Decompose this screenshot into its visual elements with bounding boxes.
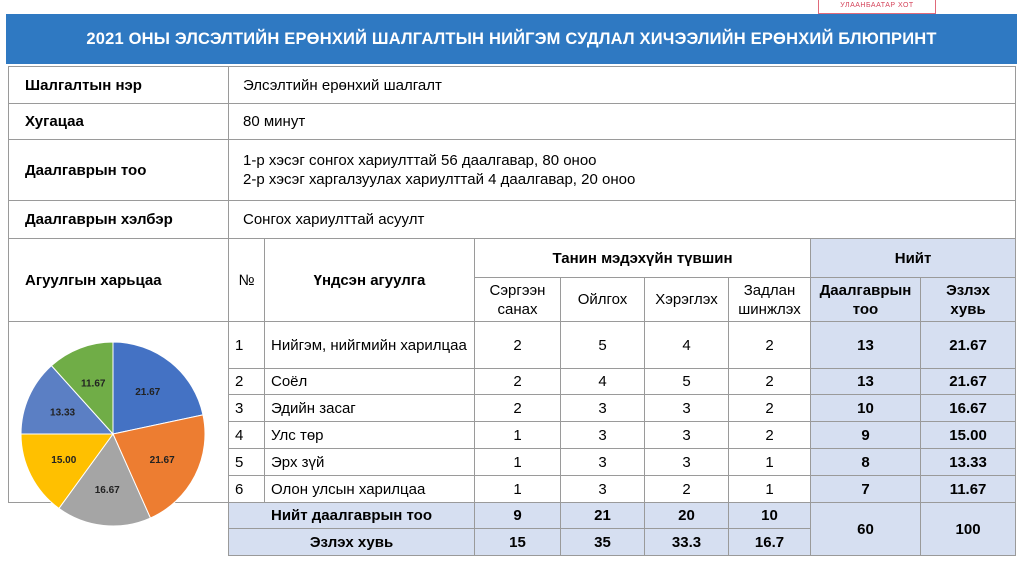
row-count: 9 [811,422,921,449]
row-number: 2 [229,369,265,395]
task-count-label: Даалгаврын тоо [9,140,229,201]
row-level-value: 3 [645,422,729,449]
total-tasks-label: Нийт даалгаврын тоо [229,503,475,529]
pie-slice-label: 21.67 [135,387,161,399]
total-header: Нийт [811,239,1016,278]
row-level-value: 2 [729,322,811,369]
pie-chart [13,336,225,536]
pie-slice-label: 21.67 [149,455,175,467]
row-level-value: 2 [729,395,811,422]
row-level-value: 4 [645,322,729,369]
share-label: Эзлэх хувь [229,529,475,556]
row-number: 3 [229,395,265,422]
main-content-header: Үндсэн агуулга [265,239,475,322]
level-header-recall: Сэргээн санах [475,278,561,322]
row-level-value: 5 [645,369,729,395]
row-level-value: 2 [729,369,811,395]
row-count: 13 [811,322,921,369]
share-value: 15 [475,529,561,556]
grand-count: 60 [811,503,921,556]
task-form-label: Даалгаврын хэлбэр [9,201,229,239]
row-level-value: 1 [475,422,561,449]
total-tasks-value: 9 [475,503,561,529]
row-count: 8 [811,449,921,476]
info-row-task-form [9,201,1016,239]
task-count-line1: 1-р хэсэг сонгох хариулттай 56 даалгавар, 80 оноо [243,152,597,169]
row-count: 7 [811,476,921,503]
total-tasks-value: 10 [729,503,811,529]
share-percent-header: Эзлэх хувь [921,278,1016,322]
task-count-line2: 2-р хэсэг харгалзуулах хариулттай 4 даалгавар, 20 оноо [243,171,636,188]
grand-percent: 100 [921,503,1016,556]
row-percent: 15.00 [921,422,1016,449]
row-level-value: 1 [729,449,811,476]
row-level-value: 4 [561,369,645,395]
row-level-value: 2 [475,369,561,395]
row-level-value: 3 [561,476,645,503]
pie-slice-label: 13.33 [50,407,76,419]
task-count-value [229,140,1016,201]
row-topic: Нийгэм, нийгмийн харилцаа [265,322,475,369]
page-title: 2021 ОНЫ ЭЛСЭЛТИЙН ЕРӨНХИЙ ШАЛГАЛТЫН НИЙГЭМ СУДЛАЛ ХИЧЭЭЛИЙН ЕРӨНХИЙ БЛЮПРИНТ [6,14,1017,64]
task-form-value: Сонгох хариулттай асуулт [229,201,1016,239]
duration-label: Хугацаа [9,104,229,140]
row-level-value: 3 [561,449,645,476]
row-percent: 21.67 [921,322,1016,369]
exam-name-label: Шалгалтын нэр [9,67,229,104]
row-level-value: 2 [475,395,561,422]
share-value: 16.7 [729,529,811,556]
level-header-understand: Ойлгох [561,278,645,322]
row-level-value: 2 [645,476,729,503]
number-header: № [229,239,265,322]
row-level-value: 3 [645,449,729,476]
pie-slice-label: 11.67 [80,378,106,390]
pie-chart-cell [9,322,229,503]
stamp: УЛААНБААТАР ХОТ [818,0,936,14]
table-row [9,322,1016,369]
row-level-value: 1 [729,476,811,503]
row-number: 1 [229,322,265,369]
row-topic: Эрх зүй [265,449,475,476]
share-value: 35 [561,529,645,556]
row-number: 6 [229,476,265,503]
info-row-task-count [9,140,1016,201]
row-level-value: 1 [475,449,561,476]
exam-name-value: Элсэлтийн ерөнхий шалгалт [229,67,1016,104]
task-count-header: Даалгаврын тоо [811,278,921,322]
row-level-value: 5 [561,322,645,369]
row-level-value: 3 [645,395,729,422]
row-level-value: 1 [475,476,561,503]
row-level-value: 3 [561,422,645,449]
pie-slice-label: 16.67 [94,484,120,496]
total-tasks-value: 20 [645,503,729,529]
row-percent: 13.33 [921,449,1016,476]
share-value: 33.3 [645,529,729,556]
row-topic: Эдийн засаг [265,395,475,422]
info-row-duration [9,104,1016,140]
row-count: 10 [811,395,921,422]
row-level-value: 2 [729,422,811,449]
coverage-header: Агуулгын харьцаа [9,239,229,322]
info-row-exam-name [9,67,1016,104]
total-tasks-value: 21 [561,503,645,529]
header-row-1 [9,239,1016,278]
pie-slice-label: 15.00 [51,455,77,467]
level-header-apply: Хэрэглэх [645,278,729,322]
row-percent: 16.67 [921,395,1016,422]
duration-value: 80 минут [229,104,1016,140]
cognitive-level-header: Танин мэдэхүйн түвшин [475,239,811,278]
row-count: 13 [811,369,921,395]
row-percent: 11.67 [921,476,1016,503]
row-level-value: 2 [475,322,561,369]
row-number: 5 [229,449,265,476]
row-percent: 21.67 [921,369,1016,395]
row-topic: Улс төр [265,422,475,449]
blueprint-table [8,66,1016,556]
row-number: 4 [229,422,265,449]
level-header-analyze: Задлан шинжлэх [729,278,811,322]
row-topic: Соёл [265,369,475,395]
row-level-value: 3 [561,395,645,422]
row-topic: Олон улсын харилцаа [265,476,475,503]
